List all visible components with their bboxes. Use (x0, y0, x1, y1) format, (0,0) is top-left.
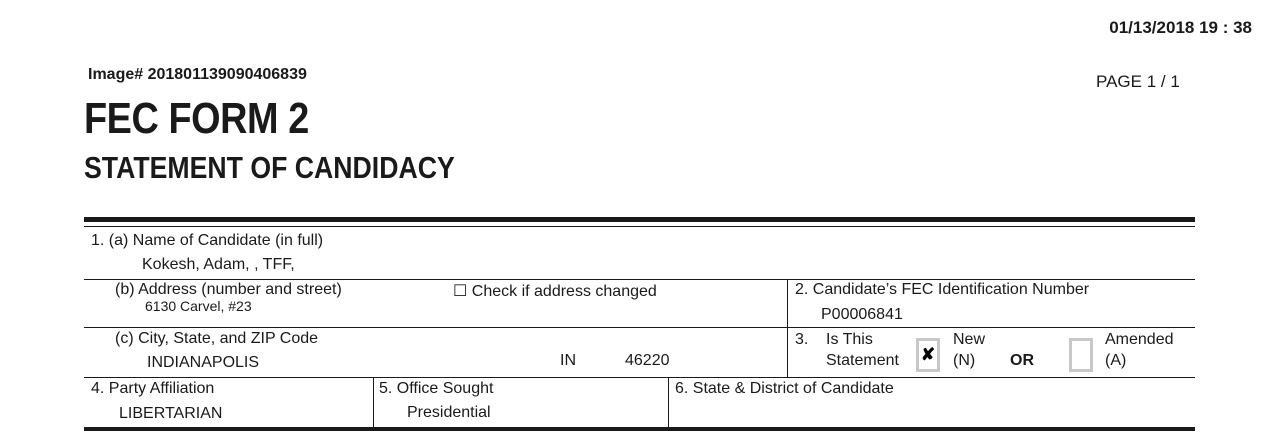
candidate-name-label: 1. (a) Name of Candidate (in full) (91, 232, 324, 249)
or-label: OR (1010, 352, 1034, 369)
column-divider-office (373, 377, 374, 427)
address-changed-checkbox[interactable]: ☐ Check if address changed (453, 283, 657, 300)
row-divider-2 (84, 327, 1195, 328)
party-affiliation-label: 4. Party Affiliation (91, 380, 215, 397)
office-sought-value: Presidential (407, 404, 491, 421)
is-this-label: Is This (826, 331, 873, 348)
column-divider-right (787, 279, 788, 377)
image-id: Image# 201801139090406839 (88, 66, 307, 83)
new-statement-checkbox[interactable] (916, 338, 940, 372)
state-value: IN (560, 352, 576, 369)
amended-code: (A) (1105, 352, 1127, 369)
top-thick-rule (84, 217, 1195, 222)
fec-id-label: 2. Candidate’s FEC Identification Number (795, 281, 1090, 298)
row-divider-3 (84, 377, 1195, 378)
address-label: (b) Address (number and street) (115, 281, 342, 298)
fec-id-value: P00006841 (821, 306, 903, 323)
statement-number: 3. (795, 331, 809, 348)
state-district-label: 6. State & District of Candidate (675, 380, 894, 397)
candidate-name-value: Kokesh, Adam, , TFF, (142, 256, 295, 273)
address-value: 6130 Carvel, #23 (145, 298, 252, 314)
form-title: FEC FORM 2 (84, 94, 309, 143)
checkmark-icon: ✘ (920, 345, 936, 364)
party-affiliation-value: LIBERTARIAN (119, 405, 223, 422)
bottom-thick-rule (84, 427, 1195, 431)
timestamp: 01/13/2018 19 : 38 (1109, 18, 1252, 37)
city-value: INDIANAPOLIS (147, 354, 260, 371)
office-sought-label: 5. Office Sought (379, 380, 494, 397)
new-code: (N) (953, 352, 976, 369)
city-state-zip-label: (c) City, State, and ZIP Code (115, 330, 319, 347)
new-label: New (953, 331, 986, 348)
form-subtitle: STATEMENT OF CANDIDACY (84, 150, 455, 185)
row-divider-1 (84, 279, 1195, 280)
amended-label: Amended (1105, 331, 1174, 348)
statement-label: Statement (826, 352, 899, 369)
column-divider-district (668, 377, 669, 427)
top-thin-rule (84, 226, 1195, 227)
amended-statement-checkbox[interactable] (1069, 338, 1093, 372)
page-number: PAGE 1 / 1 (1096, 72, 1180, 91)
zip-value: 46220 (625, 352, 670, 369)
